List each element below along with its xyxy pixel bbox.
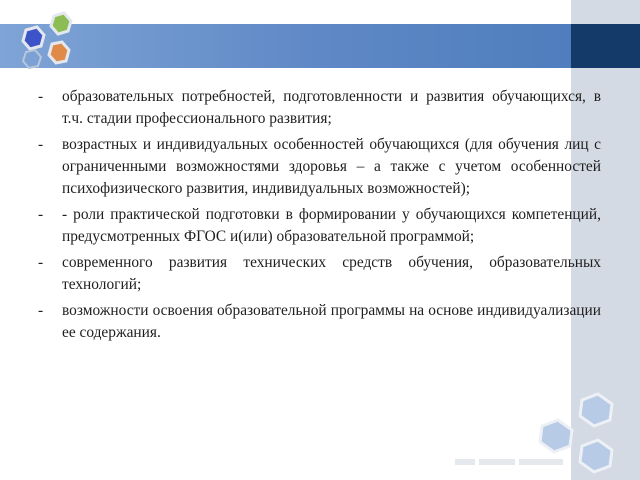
list-item-text: возможности освоения образовательной программы на основе индивидуализации ее содержания. bbox=[62, 302, 601, 341]
deco-hexagon-top bbox=[580, 394, 612, 426]
list-item-text: возрастных и индивидуальных особенностей обучающихся (для обучения лиц с ограниченными возможностями здоровья – а также с учетом особенностей психофизического развития, индивидуальных возможностей); bbox=[62, 136, 601, 197]
list-item-text: - роли практической подготовки в формировании у обучающихся компетенций, предусмотренных ФГОС и(или) образовательной программой; bbox=[62, 206, 601, 245]
deco-hexagon-right bbox=[580, 440, 612, 472]
bullet-marker: - bbox=[38, 88, 44, 105]
list-item bbox=[38, 300, 601, 344]
list-item bbox=[38, 204, 601, 248]
deco-hexagon-left bbox=[540, 420, 572, 452]
orange-hexagon bbox=[49, 42, 69, 63]
list-item bbox=[38, 252, 601, 296]
header-dark-block bbox=[571, 24, 640, 68]
bullet-list bbox=[38, 86, 601, 344]
bullet-marker: - bbox=[38, 254, 44, 271]
green-hexagon bbox=[51, 13, 71, 34]
list-item bbox=[38, 134, 601, 200]
outline-hexagon bbox=[23, 50, 41, 68]
list-item-text: образовательных потребностей, подготовленности и развития обучающихся, в т.ч. стадии профессионального развития; bbox=[62, 88, 601, 127]
main-content bbox=[38, 86, 601, 348]
bullet-marker: - bbox=[38, 206, 44, 223]
hexagon-cluster-icon bbox=[0, 0, 90, 90]
watermark-logo bbox=[455, 455, 565, 469]
bullet-marker: - bbox=[38, 136, 44, 153]
list-item-text: современного развития технических средств обучения, образовательных технологий; bbox=[62, 254, 601, 293]
list-item bbox=[38, 86, 601, 130]
bullet-marker: - bbox=[38, 302, 44, 319]
blue-hexagon bbox=[23, 27, 44, 49]
